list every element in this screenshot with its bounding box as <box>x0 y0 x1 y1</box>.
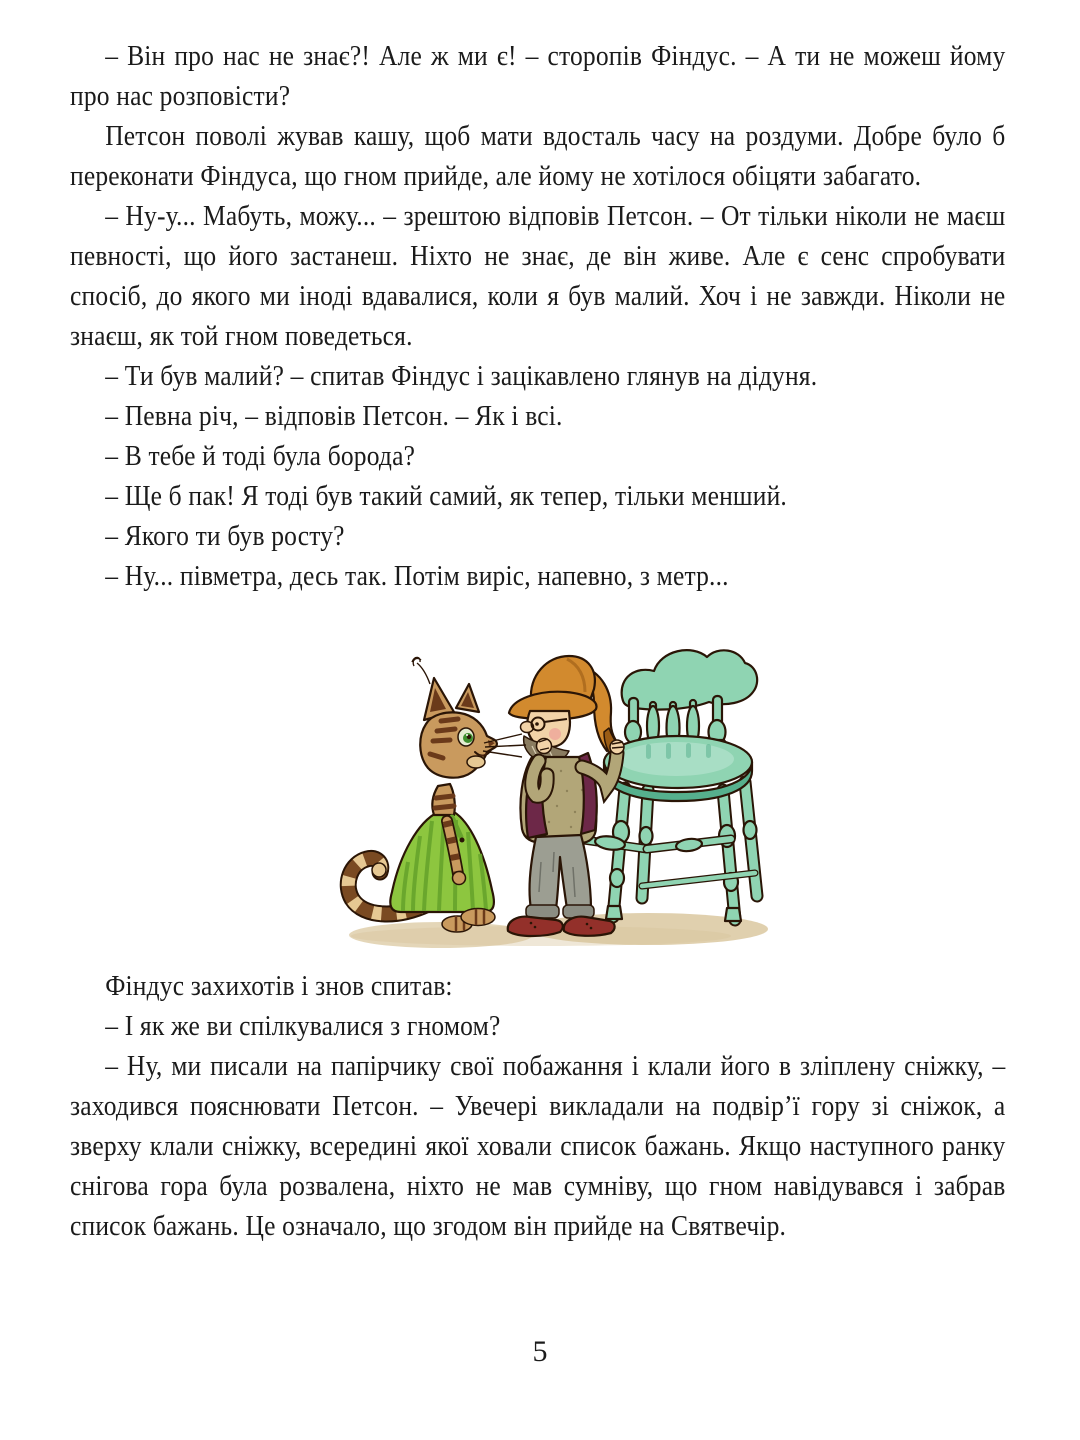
story-text-top <box>70 36 1005 596</box>
cat-head <box>420 712 497 777</box>
story-paragraph: – Певна річ, – відповів Петсон. – Як і всі. <box>105 400 563 432</box>
story-paragraph: Фіндус захихотів і знов спитав: <box>105 970 453 1002</box>
story-paragraph: – Ну-у... Мабуть, можу... – зрештою відповів Петсон. – От тільки ніколи не маєш певності, що його застанеш. Ніхто не знає, де він живе. Але є сенс спробувати спосіб, до якого ми іноді вдавалися, коли я був малий. Хоч і не завжди. Ніколи не знаєш, як той гном поведеться. <box>70 200 1006 352</box>
story-paragraph: – Він про нас не знає?! Але ж ми є! – сторопів Фіндус. – А ти не можеш йому про нас розповісти? <box>70 40 1006 112</box>
story-paragraph: – В тебе й тоді була борода? <box>105 440 416 472</box>
cat-eye <box>458 728 474 746</box>
petson-figure <box>508 656 624 936</box>
findus-cat <box>348 657 526 932</box>
page-number: 5 <box>532 1335 548 1368</box>
story-paragraph: – І як же ви спілкувалися з гномом? <box>105 1010 501 1042</box>
story-paragraph: – Ти був малий? – спитав Фіндус і зацікавлено глянув на дідуня. <box>105 360 818 392</box>
story-illustration <box>326 640 771 956</box>
story-paragraph: – Якого ти був росту? <box>105 520 345 552</box>
story-paragraph: – Ну... півметра, десь так. Потім виріс, напевно, з метр... <box>105 560 729 592</box>
petson-trousers <box>530 835 591 909</box>
story-paragraph: Петсон поволі жував кашу, щоб мати вдосталь часу на роздуми. Добре було б переконати Фіндуса, що гном прийде, але йому не хотілося обіцяти забагато. <box>70 120 1006 192</box>
story-paragraph: – Ну, ми писали на папірчику свої побажання і клали його в зліплену сніжку, – заходився пояснювати Петсон. – Увечері викладали на подвір’ї гору зі сніжок, а зверху клали сніжку, всередині якої ховали список бажань. Якщо наступного ранку снігова гора була розвалена, ніхто не мав сумніву, що гном навідувався і забрав список бажань. Це означало, що згодом він прийде на Святвечір. <box>70 1050 1006 1242</box>
story-text-bottom <box>70 966 1005 1246</box>
story-paragraph: – Ще б пак! Я тоді був такий самий, як тепер, тільки менший. <box>105 480 787 512</box>
